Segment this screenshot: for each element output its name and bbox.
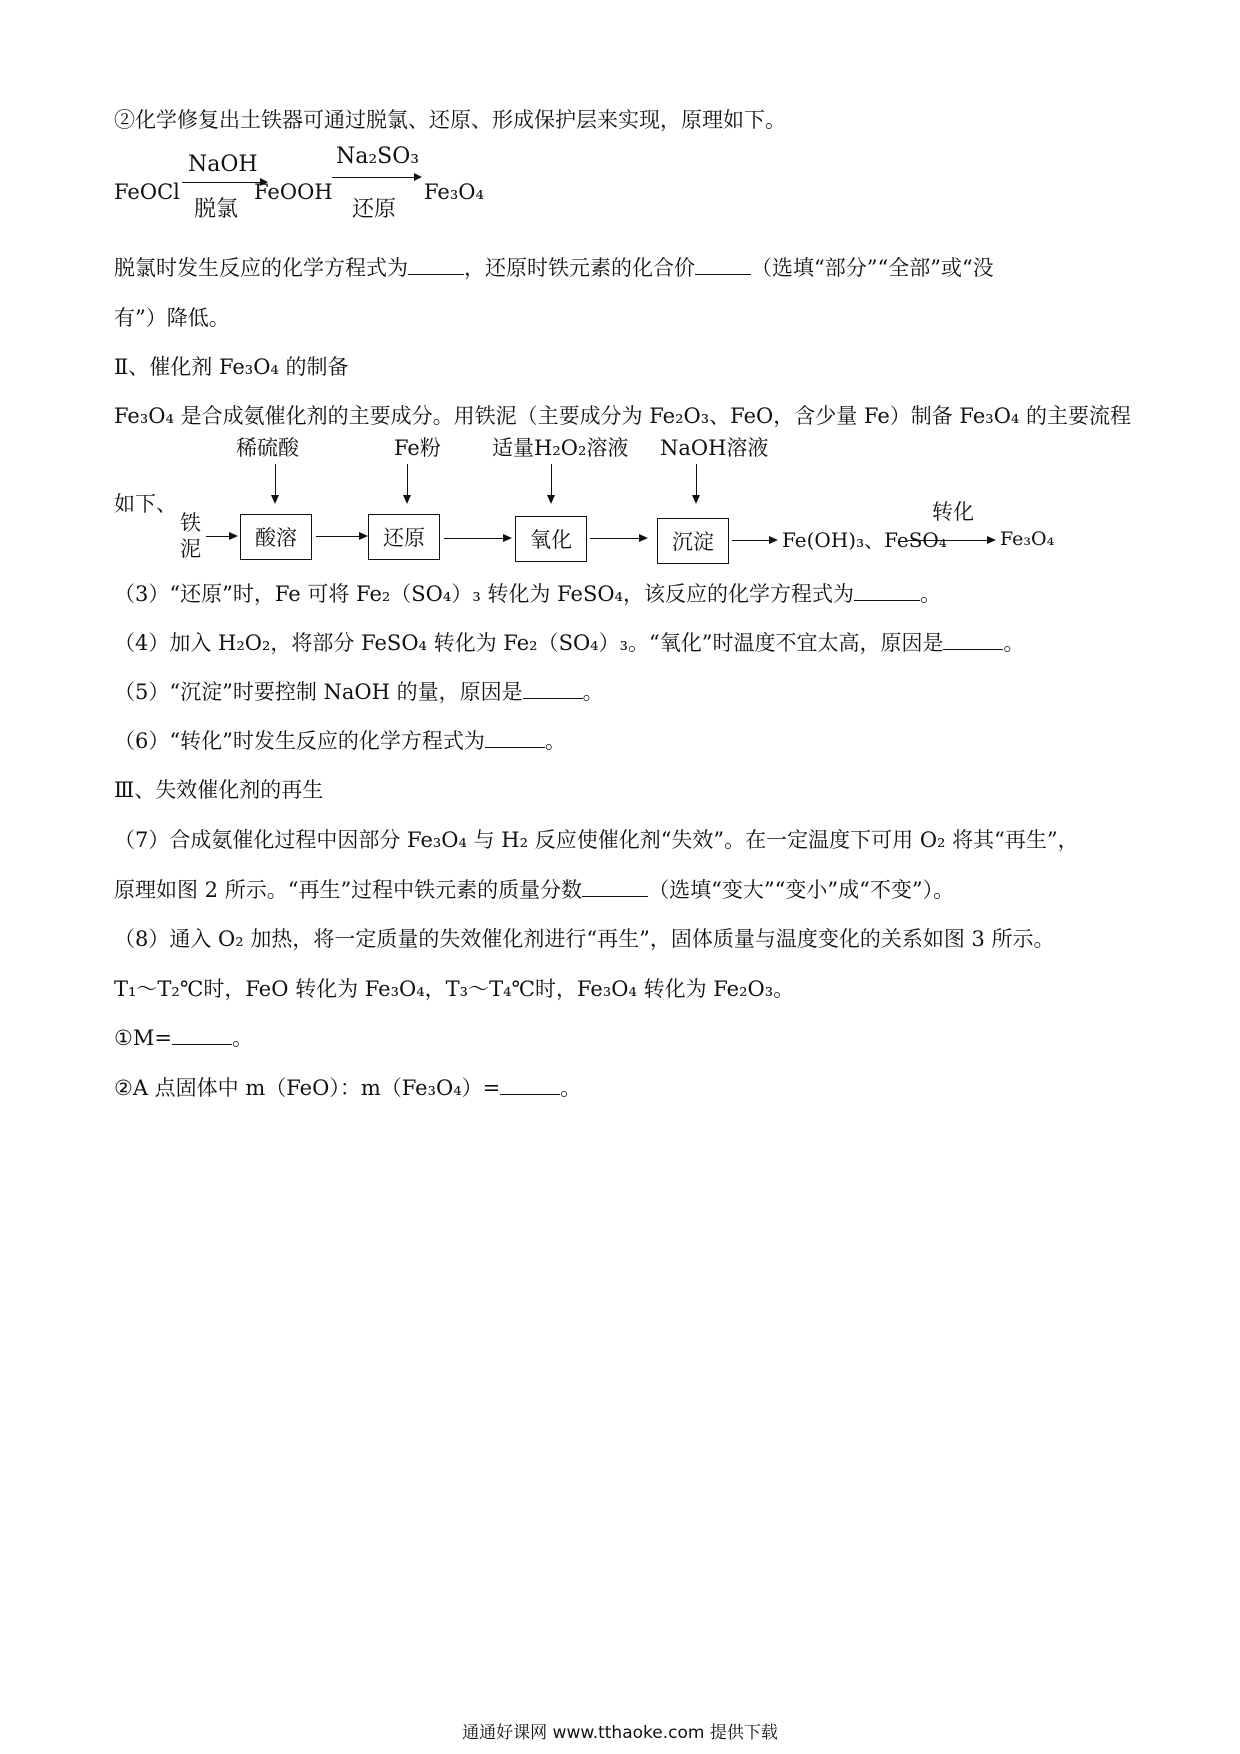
reagent-arrow-4 bbox=[696, 464, 697, 502]
flow-arrow-4 bbox=[732, 540, 776, 541]
answer-blank bbox=[500, 1074, 560, 1095]
question-7-line-2 bbox=[114, 876, 954, 904]
question-8-part-1-text: ①M= bbox=[114, 1026, 172, 1050]
question-3-text: （3）“还原”时，Fe 可将 Fe₂（SO₄）₃ 转化为 FeSO₄，该反应的化学方程式为 bbox=[114, 582, 854, 606]
step-box-3: 氧化 bbox=[515, 516, 587, 562]
process-flowchart bbox=[110, 432, 1070, 572]
eq-reagent1-top: NaOH bbox=[188, 152, 258, 177]
convert-label: 转化 bbox=[932, 500, 974, 524]
flow-arrow-5 bbox=[908, 540, 994, 541]
question-8-line-1: （8）通入 O₂ 加热，将一定质量的失效催化剂进行“再生”，固体质量与温度变化的关系如图 3 所示。 bbox=[114, 927, 1055, 951]
text-line-3a: 脱氯时发生反应的化学方程式为 bbox=[114, 256, 408, 280]
reagent-arrow-2 bbox=[407, 464, 408, 502]
question-6-end: 。 bbox=[544, 729, 566, 753]
text-line-6: Fe₃O₄ 是合成氨催化剂的主要成分。用铁泥（主要成分为 Fe₂O₃、FeO，含少量 Fe）制备 Fe₃O₄ 的主要流程 bbox=[114, 404, 1131, 428]
reagent-label-1: 稀硫酸 bbox=[236, 436, 299, 460]
step-box-4: 沉淀 bbox=[657, 518, 729, 564]
question-8-part-2 bbox=[114, 1074, 581, 1102]
eq-reagent2-bottom: 还原 bbox=[352, 197, 397, 222]
question-3-end: 。 bbox=[919, 582, 941, 606]
step-box-1: 酸溶 bbox=[240, 514, 312, 560]
question-8-part-2-text: ②A 点固体中 m（FeO）：m（Fe₃O₄）= bbox=[114, 1076, 501, 1100]
reagent-arrow-3 bbox=[551, 464, 552, 502]
section-3-heading: Ⅲ、失效催化剂的再生 bbox=[114, 778, 324, 802]
section-2-heading: Ⅱ、催化剂 Fe₃O₄ 的制备 bbox=[114, 355, 349, 379]
question-7-line-1: （7）合成氨催化过程中因部分 Fe₃O₄ 与 H₂ 反应使催化剂“失效”。在一定温度下可用 O₂ 将其“再生”， bbox=[114, 828, 1079, 852]
text-line-4: 有”）降低。 bbox=[114, 306, 230, 330]
question-8-line-2: T₁～T₂℃时，FeO 转化为 Fe₃O₄，T₃～T₄℃时，Fe₃O₄ 转化为 Fe₂O₃。 bbox=[114, 977, 795, 1001]
eq-reagent1-bottom: 脱氯 bbox=[194, 197, 239, 222]
text-line-3 bbox=[114, 254, 994, 282]
question-4-end: 。 bbox=[1003, 631, 1025, 655]
eq-product: Fe₃O₄ bbox=[424, 180, 484, 204]
question-6-text: （6）“转化”时发生反应的化学方程式为 bbox=[114, 729, 485, 753]
question-8-part-1-end: 。 bbox=[231, 1026, 253, 1050]
answer-blank bbox=[172, 1024, 232, 1045]
reaction-scheme bbox=[114, 144, 534, 230]
answer-blank bbox=[943, 629, 1003, 650]
question-5-end: 。 bbox=[582, 680, 604, 704]
text-line-1: ②化学修复出土铁器可通过脱氯、还原、形成保护层来实现，原理如下。 bbox=[114, 108, 786, 132]
question-8-part-1 bbox=[114, 1024, 253, 1052]
question-3 bbox=[114, 580, 941, 608]
flow-arrow-3 bbox=[590, 538, 646, 539]
reagent-label-4: NaOH溶液 bbox=[660, 436, 769, 460]
flow-arrow-0 bbox=[206, 536, 236, 537]
answer-blank bbox=[582, 876, 648, 897]
start-material: 铁泥 bbox=[180, 511, 201, 561]
question-5 bbox=[114, 678, 604, 706]
text-line-3c: （选填“部分”“全部”或“没 bbox=[751, 256, 994, 280]
reagent-label-3: 适量H₂O₂溶液 bbox=[492, 436, 629, 460]
text-line-7: 如下、 bbox=[114, 492, 177, 516]
question-4 bbox=[114, 629, 1024, 657]
final-product: Fe₃O₄ bbox=[1000, 528, 1055, 550]
step-box-2: 还原 bbox=[368, 514, 440, 560]
answer-blank bbox=[854, 580, 920, 601]
answer-blank bbox=[695, 254, 751, 275]
text-line-3b: ，还原时铁元素的化合价 bbox=[464, 256, 695, 280]
flow-arrow-2 bbox=[444, 538, 510, 539]
flow-arrow-1 bbox=[316, 536, 366, 537]
intermediate-products: Fe(OH)₃、FeSO₄ bbox=[782, 528, 947, 552]
eq-arrow-2 bbox=[332, 177, 420, 178]
reagent-label-2: Fe粉 bbox=[394, 436, 441, 460]
page-footer: 通通好课网 www.tthaoke.com 提供下载 bbox=[462, 1723, 778, 1743]
eq-reagent2-top: Na₂SO₃ bbox=[336, 144, 420, 169]
eq-reactant: FeOCl bbox=[114, 180, 180, 204]
question-7-text: 原理如图 2 所示。“再生”过程中铁元素的质量分数 bbox=[114, 878, 583, 902]
question-5-text: （5）“沉淀”时要控制 NaOH 的量，原因是 bbox=[114, 680, 523, 704]
answer-blank bbox=[485, 727, 545, 748]
reagent-arrow-1 bbox=[275, 464, 276, 502]
answer-blank bbox=[408, 254, 464, 275]
question-6 bbox=[114, 727, 566, 755]
eq-intermediate: FeOOH bbox=[254, 180, 333, 204]
answer-blank bbox=[523, 678, 583, 699]
question-4-text: （4）加入 H₂O₂，将部分 FeSO₄ 转化为 Fe₂（SO₄）₃。“氧化”时温度不宜太高，原因是 bbox=[114, 631, 944, 655]
question-8-part-2-end: 。 bbox=[560, 1076, 582, 1100]
question-7-end: （选填“变大”“变小”成“不变”）。 bbox=[648, 878, 955, 902]
